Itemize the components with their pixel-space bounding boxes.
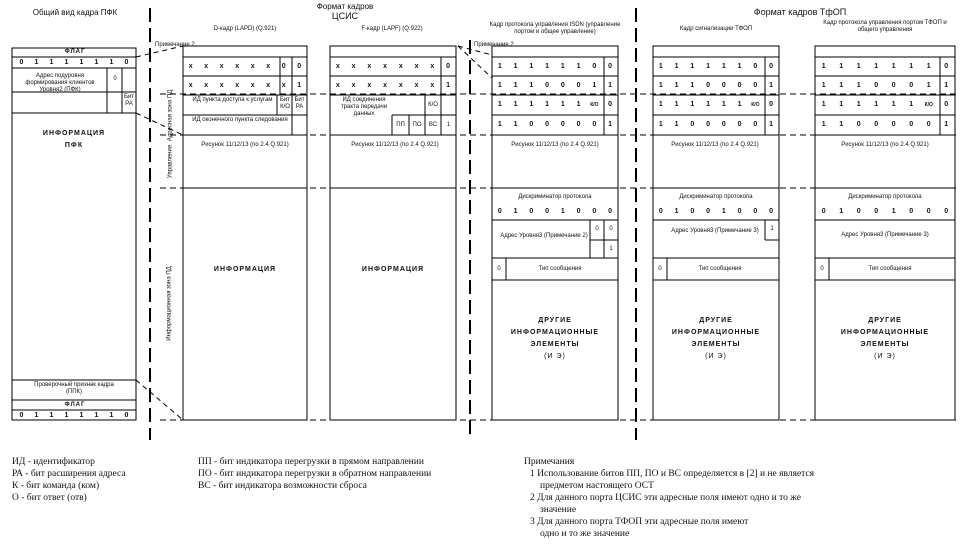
- bit-cell: К/О: [590, 101, 599, 108]
- bit-cell: 1: [446, 82, 451, 89]
- bit-cell: 0: [446, 63, 451, 70]
- bit-cell: 1: [944, 82, 949, 89]
- bit-cell: 0: [690, 121, 695, 128]
- bit-cell: x: [250, 82, 255, 89]
- bit-cell: 1: [64, 59, 69, 66]
- bit-cell: 1: [721, 63, 726, 70]
- bit-cell: 1: [658, 82, 663, 89]
- bit-cell: x: [235, 82, 240, 89]
- bit-cell: 0: [769, 208, 774, 215]
- bit-cell: 1: [513, 208, 518, 215]
- bit-cell: 0: [576, 121, 581, 128]
- bit-cell: 1: [497, 121, 502, 128]
- bit-cell: 1: [674, 208, 679, 215]
- bit-cell: 1: [560, 101, 565, 108]
- bit-cell: 1: [576, 101, 581, 108]
- bit-cell: 1: [874, 101, 879, 108]
- bit-cell: 1: [560, 208, 565, 215]
- bit-cell: 0: [576, 82, 581, 89]
- bit-cell: 1: [737, 101, 742, 108]
- tsig-addr-bit1: 1: [770, 226, 774, 232]
- tctl-other-elements: [819, 315, 951, 363]
- bit-cell: x: [335, 82, 340, 89]
- bit-cell: 0: [944, 208, 949, 215]
- bit-cell: x: [219, 82, 224, 89]
- pfk-info-label: ИНФОРМАЦИЯ: [42, 130, 106, 137]
- bit-cell: 0: [891, 121, 896, 128]
- bit-cell: 1: [94, 412, 99, 419]
- legend-o: О - бит ответ (отв): [12, 493, 87, 503]
- tsig-msg-zero: 0: [658, 266, 662, 272]
- tctl-msg-zero: 0: [820, 266, 824, 272]
- bit-cell: 0: [721, 121, 726, 128]
- note2-label: Примечание 2: [155, 42, 195, 48]
- pfk-flag2-bits: [14, 411, 134, 420]
- tsig-figure-ref: Рисунок 11/12/13 (по 2.4 Q.921): [671, 142, 759, 148]
- tctl-layer3-address: Адрес Уровня3 (Примечание 3): [841, 232, 929, 238]
- f-id-connection: ИД соединения тракта передачи данных: [340, 97, 388, 117]
- bit-cell: x: [398, 63, 403, 70]
- f-address-row2: [330, 80, 456, 91]
- isdn-other-line1: ДРУГИЕ: [538, 317, 572, 324]
- bit-cell: 0: [753, 121, 758, 128]
- legend-abbreviations: [12, 456, 126, 504]
- legend-vs: ВС - бит индикатора возможности сброса: [198, 481, 367, 491]
- pfk-bit-ra: Бит РА: [123, 94, 135, 107]
- tctl-address-row3: [815, 99, 955, 110]
- tfop-header: Формат кадров ТфОП: [753, 7, 847, 17]
- bit-cell: 0: [658, 208, 663, 215]
- bit-cell: 0: [297, 63, 302, 70]
- bit-cell: 0: [19, 412, 24, 419]
- bit-cell: x: [414, 63, 419, 70]
- bit-cell: 0: [944, 63, 949, 70]
- bit-cell: 1: [706, 63, 711, 70]
- bit-cell: 1: [891, 101, 896, 108]
- tsig-discriminator-bits: [653, 206, 779, 217]
- bit-cell: 0: [821, 208, 826, 215]
- bit-cell: 0: [909, 208, 914, 215]
- tsig-address-row4: [653, 119, 779, 130]
- tsig-address-row1: [653, 61, 779, 72]
- bit-cell: 0: [592, 121, 597, 128]
- pfk-pfk-label: ПФК: [64, 142, 84, 149]
- bit-cell: x: [250, 63, 255, 70]
- bit-cell: 1: [297, 82, 302, 89]
- bit-cell: x: [351, 63, 356, 70]
- bit-cell: 1: [909, 63, 914, 70]
- isdn-address-row1: [492, 61, 618, 72]
- pfk-check-label: Проверочный признак кадра (ППК): [34, 382, 114, 395]
- note-1b: предметом настоящего ОСТ: [540, 481, 654, 491]
- bit-cell: К/О: [751, 101, 760, 108]
- bit-cell: 1: [839, 82, 844, 89]
- bit-cell: 1: [49, 59, 54, 66]
- isdn-discriminator-label: Дискриминатор протокола: [518, 194, 592, 200]
- bit-cell: 0: [856, 121, 861, 128]
- bit-cell: 1: [79, 59, 84, 66]
- bit-cell: x: [204, 63, 209, 70]
- bit-cell: 0: [769, 101, 774, 108]
- bit-cell: 1: [856, 82, 861, 89]
- bit-cell: 0: [608, 208, 613, 215]
- bit-cell: 0: [874, 121, 879, 128]
- bit-cell: 0: [737, 208, 742, 215]
- bit-cell: 1: [926, 63, 931, 70]
- d-bit-ko: Бит К/О: [279, 97, 291, 110]
- f-bit-one: 1: [446, 122, 451, 128]
- isdn-address-row2: [492, 80, 618, 91]
- isdn-message-type: Тип сообщения: [538, 266, 582, 272]
- tctl-other-line1: ДРУГИЕ: [868, 317, 902, 324]
- bit-cell: 0: [124, 412, 129, 419]
- isdn-msg-zero: 0: [497, 266, 501, 272]
- control-zone-label: Управление: [167, 144, 174, 179]
- bit-cell: 1: [690, 101, 695, 108]
- bit-cell: 1: [34, 412, 39, 419]
- csis-header: ЦСИС: [331, 11, 359, 21]
- bit-cell: x: [204, 82, 209, 89]
- bit-cell: 0: [706, 121, 711, 128]
- bit-cell: 0: [944, 101, 949, 108]
- f-address-row1: [330, 61, 456, 72]
- bit-cell: 0: [737, 121, 742, 128]
- bit-cell: 1: [545, 63, 550, 70]
- bit-cell: 0: [706, 82, 711, 89]
- isdn-addr-bit1: 1: [609, 246, 613, 252]
- bit-cell: 1: [856, 101, 861, 108]
- tctl-address-row1: [815, 61, 955, 72]
- d-bit-ra: Бит РА: [294, 97, 305, 110]
- legend-po: ПО - бит индикатора перегрузки в обратном направлении: [198, 469, 432, 479]
- bit-cell: 1: [79, 412, 84, 419]
- bit-cell: 1: [737, 63, 742, 70]
- bit-cell: 0: [281, 63, 286, 70]
- bit-cell: 0: [874, 208, 879, 215]
- legend-k: К - бит команда (ком): [12, 481, 100, 491]
- legend-ra: РА - бит расширения адреса: [12, 469, 126, 479]
- bit-cell: x: [398, 82, 403, 89]
- tctl-address-row4: [815, 119, 955, 130]
- f-info-label: ИНФОРМАЦИЯ: [361, 266, 425, 273]
- bit-cell: 1: [497, 101, 502, 108]
- bit-cell: 0: [608, 63, 613, 70]
- d-address-row2: [183, 80, 307, 91]
- bit-cell: 1: [839, 63, 844, 70]
- bit-cell: x: [367, 82, 372, 89]
- format-header: Формат кадров: [316, 2, 374, 11]
- bit-cell: 0: [769, 63, 774, 70]
- bit-cell: 1: [706, 101, 711, 108]
- pfk-flag-label: ФЛАГ: [64, 49, 86, 55]
- bit-cell: 1: [839, 208, 844, 215]
- bit-cell: x: [414, 82, 419, 89]
- bit-cell: 0: [737, 82, 742, 89]
- bit-cell: 1: [513, 101, 518, 108]
- bit-cell: 0: [124, 59, 129, 66]
- bit-cell: 0: [753, 82, 758, 89]
- bit-cell: 0: [753, 208, 758, 215]
- isdn-addr-bit0: 0: [595, 226, 599, 232]
- tsig-other-line2: ИНФОРМАЦИОННЫЕ: [671, 329, 761, 336]
- bit-cell: 0: [909, 121, 914, 128]
- bit-cell: x: [430, 63, 435, 70]
- f-frame-title: F-кадр (LAPF) (Q.922): [361, 26, 423, 32]
- isdn-address-row3: [492, 99, 618, 110]
- bit-cell: 1: [856, 63, 861, 70]
- isdn-other-elements: [496, 315, 614, 363]
- bit-cell: 1: [674, 101, 679, 108]
- d-figure-ref: Рисунок 11/12/13 (по 2.4 Q.921): [201, 142, 289, 148]
- bit-cell: 1: [891, 208, 896, 215]
- bit-cell: 1: [909, 101, 914, 108]
- isdn-addr-bit0b: 0: [609, 226, 613, 232]
- bit-cell: 0: [497, 208, 502, 215]
- address-zone-label: Адресная зона ПД: [167, 89, 174, 142]
- note-3b: одно и то же значение: [540, 529, 630, 539]
- bit-cell: 1: [545, 101, 550, 108]
- f-vs: ВС: [428, 122, 438, 128]
- bit-cell: 1: [529, 63, 534, 70]
- tctl-other-line3: ЭЛЕМЕНТЫ: [860, 341, 910, 348]
- legend-notes: [524, 456, 814, 540]
- d-address-row1: [183, 61, 307, 72]
- tsig-frame-title: Кадр сигнализации ТФОП: [679, 26, 753, 32]
- isdn-figure-ref: Рисунок 11/12/13 (по 2.4 Q.921): [511, 142, 599, 148]
- bit-cell: 1: [608, 121, 613, 128]
- bit-cell: 1: [64, 412, 69, 419]
- bit-cell: 1: [690, 63, 695, 70]
- pfk-bit0: 0: [113, 76, 117, 82]
- bit-cell: 0: [592, 208, 597, 215]
- tsig-other-line3: ЭЛЕМЕНТЫ: [691, 341, 741, 348]
- bit-cell: 0: [856, 208, 861, 215]
- note-3a: 3 Для данного порта ТФОП эти адресные поля имеют: [530, 517, 749, 527]
- isdn-address-row4: [492, 119, 618, 130]
- tctl-other-line2: ИНФОРМАЦИОННЫЕ: [840, 329, 930, 336]
- isdn-other-line3: ЭЛЕМЕНТЫ: [530, 341, 580, 348]
- bit-cell: 0: [926, 208, 931, 215]
- bit-cell: 1: [513, 63, 518, 70]
- bit-cell: 1: [721, 101, 726, 108]
- f-po: ПО: [412, 122, 422, 128]
- bit-cell: 1: [674, 82, 679, 89]
- bit-cell: 0: [926, 121, 931, 128]
- d-frame-title: D-кадр (LAPD) (Q.921): [213, 26, 277, 32]
- pfk-header: Общий вид кадра ПФК: [32, 8, 118, 17]
- tsig-discriminator-label: Дискриминатор протокола: [679, 194, 753, 200]
- bit-cell: x: [383, 63, 388, 70]
- tsig-address-row3: [653, 99, 779, 110]
- pfk-flag-bits: [14, 58, 134, 67]
- bit-cell: 1: [529, 82, 534, 89]
- d-id-access: ИД пункта доступа к услугам: [192, 97, 273, 103]
- tctl-address-row2: [815, 80, 955, 91]
- pfk-address-label: Адрес подуровня формирования клиентов Уровня2 (ПФК): [25, 73, 95, 93]
- note-2b: значение: [540, 505, 577, 515]
- isdn-discriminator-bits: [492, 206, 618, 217]
- bit-cell: 1: [608, 82, 613, 89]
- bit-cell: 1: [497, 82, 502, 89]
- tctl-discriminator-label: Дискриминатор протокола: [848, 194, 922, 200]
- note-1a: 1 Использование битов ПП, ПО и ВС определяется в [2] и не является: [530, 469, 815, 479]
- legend-congestion: [198, 456, 431, 492]
- bit-cell: x: [383, 82, 388, 89]
- bit-cell: 0: [608, 101, 613, 108]
- bit-cell: 1: [821, 101, 826, 108]
- bit-cell: 0: [592, 63, 597, 70]
- bit-cell: x: [219, 63, 224, 70]
- bit-cell: x: [430, 82, 435, 89]
- bit-cell: 0: [690, 208, 695, 215]
- tctl-figure-ref: Рисунок 11/12/13 (по 2.4 Q.921): [841, 142, 929, 148]
- bit-cell: 1: [769, 82, 774, 89]
- bit-cell: 1: [658, 121, 663, 128]
- bit-cell: 0: [545, 82, 550, 89]
- legend-id: ИД - идентификатор: [12, 457, 95, 467]
- bit-cell: 0: [721, 82, 726, 89]
- d-info-label: ИНФОРМАЦИЯ: [213, 266, 277, 273]
- bit-cell: 1: [34, 59, 39, 66]
- bit-cell: 1: [592, 82, 597, 89]
- bit-cell: x: [188, 82, 193, 89]
- bit-cell: 1: [721, 208, 726, 215]
- bit-cell: x: [266, 82, 271, 89]
- bit-cell: 0: [560, 121, 565, 128]
- bit-cell: 1: [109, 59, 114, 66]
- bit-cell: x: [335, 63, 340, 70]
- bit-cell: 0: [753, 63, 758, 70]
- bit-cell: 1: [821, 63, 826, 70]
- tctl-message-type: Тип сообщения: [868, 266, 912, 272]
- bit-cell: 0: [909, 82, 914, 89]
- f-pp: ПП: [396, 122, 405, 128]
- bit-cell: 1: [560, 63, 565, 70]
- d-id-end: ИД оконечного пункта следования: [192, 117, 288, 123]
- tctl-frame-title: Кадр протокола управления портом ТФОП и общего управления: [823, 20, 947, 33]
- tctl-other-line4: (И Э): [874, 353, 896, 360]
- bit-cell: 0: [706, 208, 711, 215]
- tsig-other-line1: ДРУГИЕ: [699, 317, 733, 324]
- bit-cell: 0: [529, 208, 534, 215]
- note2-label-isdn: Примечание 2: [474, 42, 514, 48]
- tsig-other-elements: [657, 315, 775, 363]
- bit-cell: 0: [529, 121, 534, 128]
- bit-cell: 1: [821, 82, 826, 89]
- f-ko: К/О: [428, 102, 438, 108]
- bit-cell: 1: [926, 82, 931, 89]
- bit-cell: x: [281, 82, 286, 89]
- bit-cell: 1: [658, 63, 663, 70]
- bit-cell: x: [235, 63, 240, 70]
- tsig-other-line4: (И Э): [705, 353, 727, 360]
- bit-cell: 1: [769, 121, 774, 128]
- bit-cell: 1: [576, 63, 581, 70]
- bit-cell: 0: [576, 208, 581, 215]
- bit-cell: 1: [944, 121, 949, 128]
- bit-cell: 1: [49, 412, 54, 419]
- legend-pp: ПП - бит индикатора перегрузки в прямом направлении: [198, 457, 424, 467]
- bit-cell: 1: [690, 82, 695, 89]
- tsig-message-type: Тип сообщения: [698, 266, 742, 272]
- bit-cell: К/О: [924, 101, 933, 108]
- tsig-layer3-address: Адрес Уровня3 (Примечание 3): [671, 228, 759, 234]
- bit-cell: 1: [674, 63, 679, 70]
- bit-cell: 1: [658, 101, 663, 108]
- bit-cell: 0: [560, 82, 565, 89]
- isdn-frame-title: Кадр протокола управления ISDN (управление портом и общее управление): [489, 22, 621, 35]
- bit-cell: x: [188, 63, 193, 70]
- bit-cell: 1: [839, 101, 844, 108]
- tctl-discriminator-bits: [815, 206, 955, 217]
- tsig-address-row2: [653, 80, 779, 91]
- bit-cell: 1: [891, 63, 896, 70]
- bit-cell: 1: [821, 121, 826, 128]
- bit-cell: x: [266, 63, 271, 70]
- bit-cell: x: [367, 63, 372, 70]
- bit-cell: 1: [497, 63, 502, 70]
- f-figure-ref: Рисунок 11/12/13 (по 2.4 Q.921): [351, 142, 439, 148]
- bit-cell: 1: [874, 63, 879, 70]
- bit-cell: 1: [674, 121, 679, 128]
- bit-cell: 1: [109, 412, 114, 419]
- bit-cell: x: [351, 82, 356, 89]
- bit-cell: 1: [529, 101, 534, 108]
- bit-cell: 0: [545, 121, 550, 128]
- note-2a: 2 Для данного порта ЦСИС эти адресные поля имеют одно и то же: [530, 493, 801, 503]
- bit-cell: 1: [513, 82, 518, 89]
- info-zone-label: Информационная зона ПД: [166, 266, 173, 341]
- isdn-layer3-address: Адрес Уровня3 (Примечание 2): [500, 233, 588, 239]
- bit-cell: 0: [874, 82, 879, 89]
- bit-cell: 0: [19, 59, 24, 66]
- bit-cell: 1: [513, 121, 518, 128]
- bit-cell: 0: [545, 208, 550, 215]
- isdn-other-line4: (И Э): [544, 353, 566, 360]
- notes-title: Примечания: [524, 457, 575, 467]
- pfk-flag2-label: ФЛАГ: [64, 402, 86, 408]
- bit-cell: 0: [891, 82, 896, 89]
- bit-cell: 1: [94, 59, 99, 66]
- isdn-other-line2: ИНФОРМАЦИОННЫЕ: [510, 329, 600, 336]
- bit-cell: 1: [839, 121, 844, 128]
